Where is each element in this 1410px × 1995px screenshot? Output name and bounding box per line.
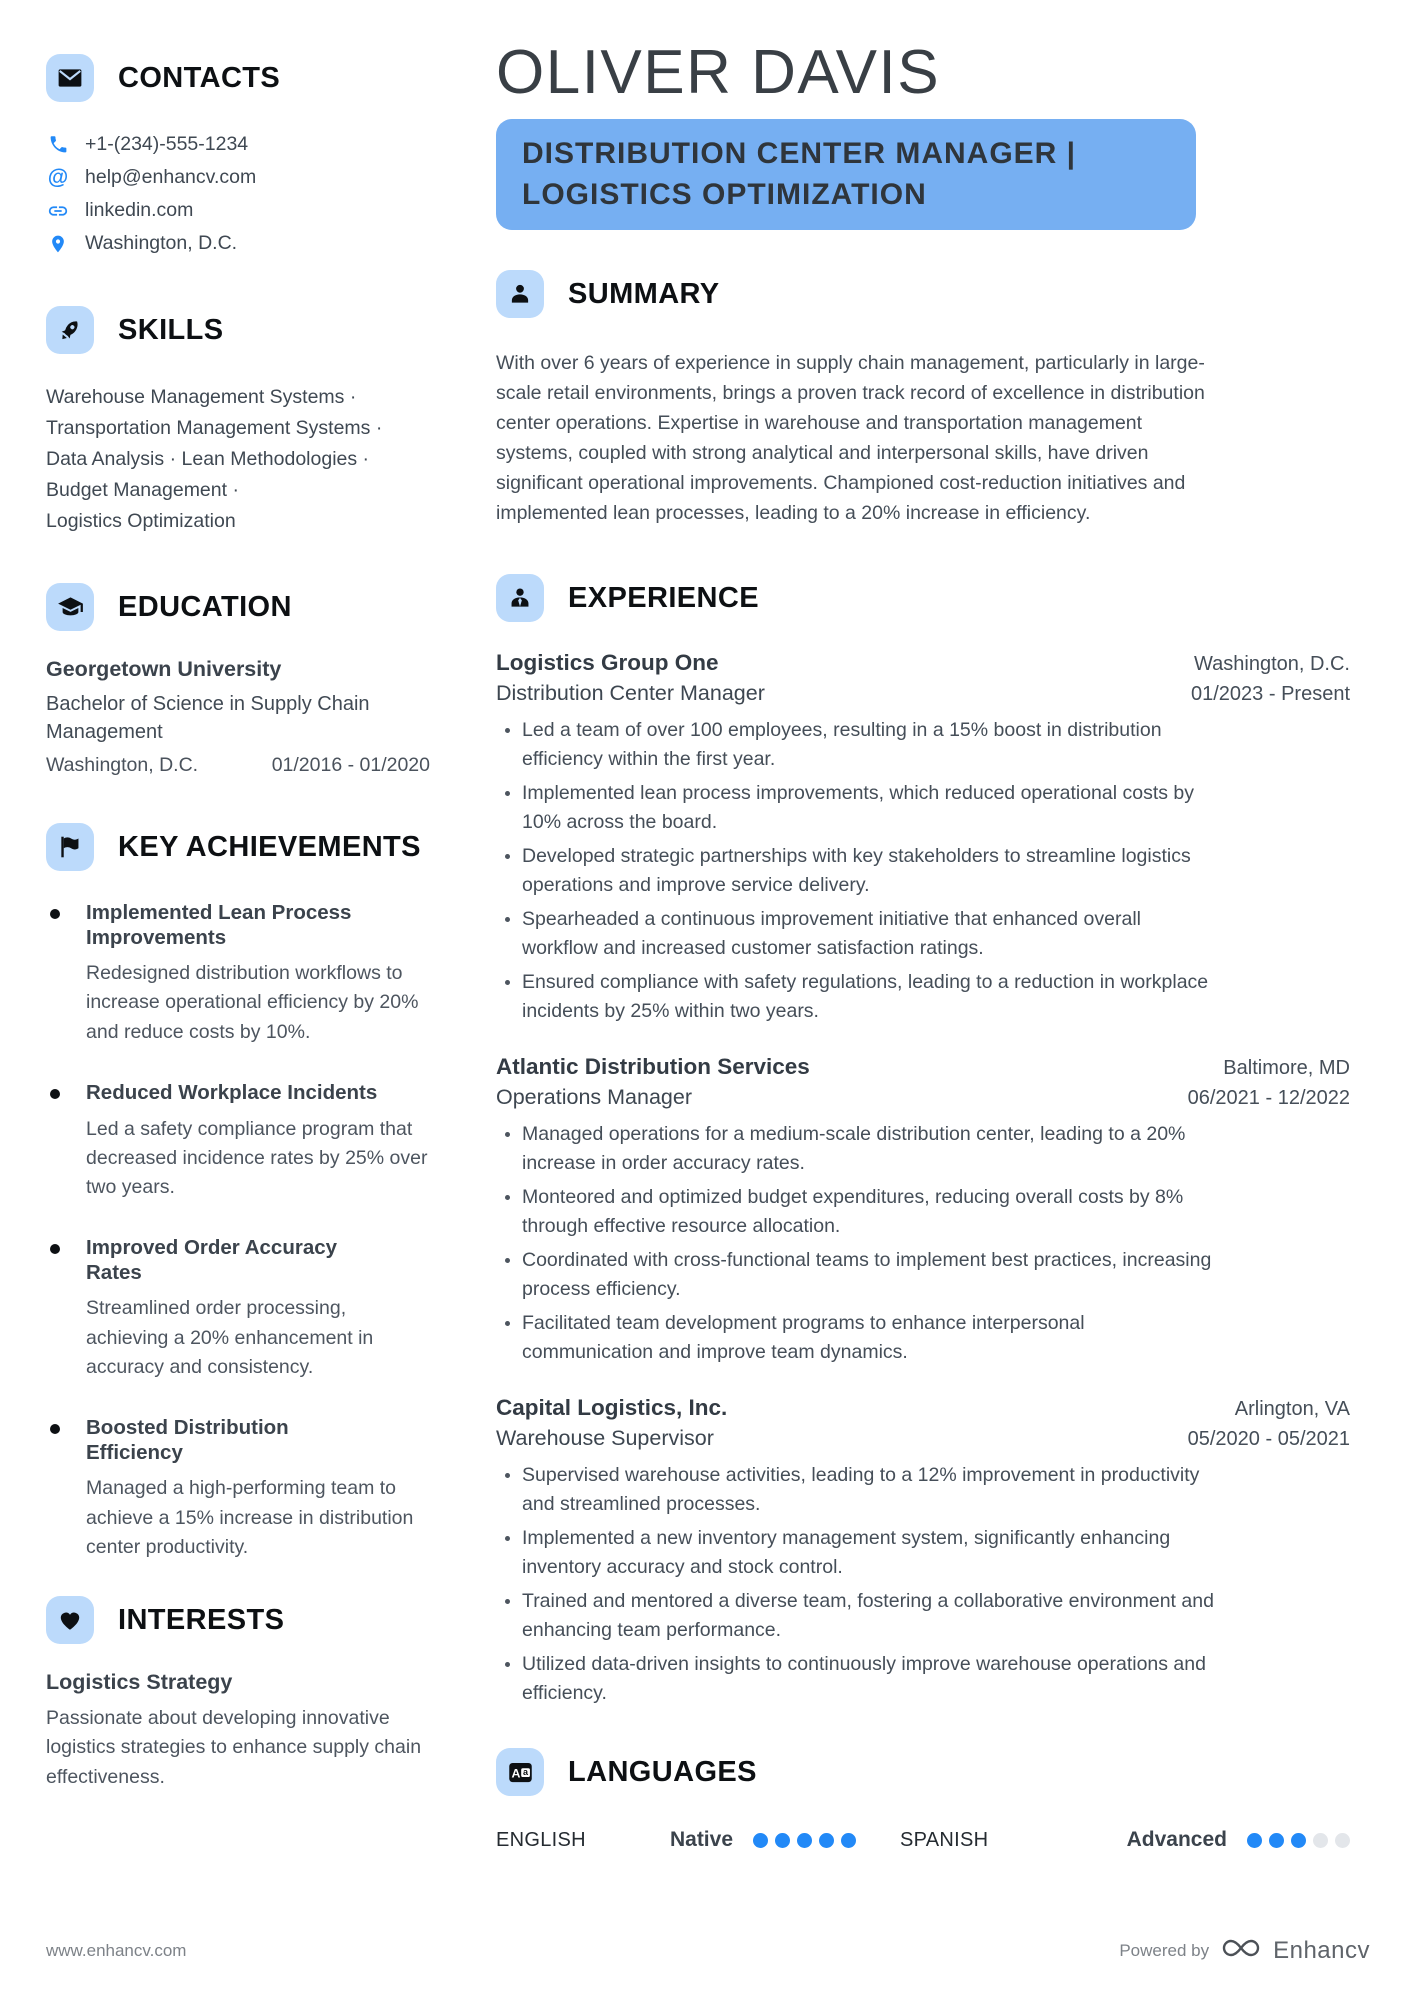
achievement-item bbox=[46, 1081, 430, 1202]
person-tie-icon bbox=[496, 574, 544, 622]
skill-item: Budget Management · bbox=[46, 475, 239, 506]
rocket-icon bbox=[46, 306, 94, 354]
summary-text: With over 6 years of experience in supply chain management, particularly in large-scale retail environments, brings a proven track record of excellence in distribution center operations. Expertise in warehouse and transportation management systems, coupled with strong analytical and interpersonal skills, have driven significant operational improvements. Championed cost-reduction initiatives and implemented lean processes, leading to a 20% increase in efficiency. bbox=[496, 352, 1205, 525]
job-bullet: Developed strategic partnerships with key stakeholders to streamline logistics operations and improve service delivery. bbox=[496, 842, 1216, 900]
achievements-list bbox=[46, 901, 430, 1562]
achievement-item bbox=[46, 901, 430, 1047]
achievements-heading: KEY ACHIEVEMENTS bbox=[118, 830, 421, 863]
job-bullet: Supervised warehouse activities, leading to a 12% improvement in productivity and streamlined processes. bbox=[496, 1461, 1216, 1519]
job-bullet: Coordinated with cross-functional teams to implement best practices, increasing process efficiency. bbox=[496, 1246, 1216, 1304]
link-icon bbox=[46, 200, 70, 222]
at-icon: @ bbox=[47, 166, 69, 189]
achievement-description: Redesigned distribution workflows to increase operational efficiency by 20% and reduce costs by 10%. bbox=[86, 962, 419, 1043]
experience-section bbox=[496, 574, 1350, 1708]
location-icon bbox=[46, 234, 70, 254]
interests-heading: INTERESTS bbox=[118, 1603, 285, 1636]
svg-text:a: a bbox=[522, 1766, 528, 1777]
contact-linkedin-value: linkedin.com bbox=[85, 199, 194, 221]
job-bullet: Utilized data-driven insights to continuously improve warehouse operations and efficiency. bbox=[496, 1650, 1216, 1708]
job-company: Atlantic Distribution Services bbox=[496, 1054, 810, 1080]
job-bullet: Implemented a new inventory management system, significantly enhancing inventory accuracy and stock control. bbox=[496, 1524, 1216, 1582]
phone-icon bbox=[46, 134, 70, 155]
contact-email-value: help@enhancv.com bbox=[85, 166, 257, 188]
job-dates: 01/2023 - Present bbox=[1191, 683, 1350, 706]
achievement-description: Led a safety compliance program that decreased incidence rates by 25% over two years. bbox=[86, 1117, 428, 1199]
experience-heading: EXPERIENCE bbox=[568, 581, 759, 614]
languages-heading: LANGUAGES bbox=[568, 1755, 757, 1788]
flag-icon bbox=[46, 823, 94, 871]
skill-item: Data Analysis · bbox=[46, 444, 176, 475]
interests-section bbox=[46, 1596, 430, 1792]
summary-section bbox=[496, 270, 1350, 528]
languages-section bbox=[496, 1748, 1350, 1852]
job-location: Arlington, VA bbox=[1234, 1398, 1350, 1421]
job-bullet: Managed operations for a medium-scale distribution center, leading to a 20% increase in order accuracy rates. bbox=[496, 1120, 1216, 1178]
job-bullet: Led a team of over 100 employees, resulting in a 15% boost in distribution efficiency within the first year. bbox=[496, 716, 1216, 774]
job-bullets bbox=[496, 1120, 1216, 1367]
job-bullets bbox=[496, 716, 1216, 1026]
contact-linkedin[interactable] bbox=[46, 194, 430, 227]
person-icon bbox=[496, 270, 544, 318]
job-entry bbox=[496, 1054, 1350, 1367]
language-level: Native bbox=[669, 1828, 733, 1852]
enhancv-logo-icon bbox=[1221, 1936, 1261, 1965]
education-section bbox=[46, 583, 430, 777]
skills-section bbox=[46, 306, 430, 537]
education-degree: Bachelor of Science in Supply Chain Management bbox=[46, 693, 370, 743]
contacts-section bbox=[46, 54, 430, 260]
translate-icon bbox=[496, 1748, 544, 1796]
achievement-title: Reduced Workplace Incidents bbox=[86, 1080, 378, 1104]
job-location: Washington, D.C. bbox=[1194, 653, 1350, 676]
job-role: Operations Manager bbox=[496, 1085, 692, 1110]
job-role: Warehouse Supervisor bbox=[496, 1426, 714, 1451]
achievement-item bbox=[46, 1416, 430, 1562]
contact-phone-value: +1-(234)-555-1234 bbox=[85, 133, 249, 155]
job-entry bbox=[496, 1395, 1350, 1708]
powered-by-label: Powered by bbox=[1119, 1940, 1210, 1960]
skill-item: Warehouse Management Systems · bbox=[46, 382, 356, 413]
job-bullets bbox=[496, 1461, 1216, 1708]
language-level: Advanced bbox=[1126, 1828, 1227, 1852]
skill-item: Lean Methodologies · bbox=[182, 444, 370, 475]
achievement-title: Improved Order Accuracy Rates bbox=[86, 1236, 338, 1284]
contact-location-value: Washington, D.C. bbox=[85, 232, 238, 254]
interest-description: Passionate about developing innovative logistics strategies to enhance supply chain effectiveness. bbox=[46, 1707, 422, 1788]
interest-title: Logistics Strategy bbox=[46, 1670, 233, 1695]
left-column bbox=[46, 40, 430, 1852]
powered-by-block[interactable] bbox=[1119, 1936, 1370, 1965]
job-bullet: Ensured compliance with safety regulations, leading to a reduction in workplace incidents by 25% within two years. bbox=[496, 968, 1216, 1026]
footer-url[interactable]: www.enhancv.com bbox=[46, 1940, 187, 1960]
language-proficiency-dots bbox=[1247, 1833, 1350, 1848]
achievement-title: Boosted Distribution Efficiency bbox=[86, 1416, 289, 1464]
summary-heading: SUMMARY bbox=[568, 277, 720, 310]
job-role: Distribution Center Manager bbox=[496, 681, 765, 706]
envelope-icon bbox=[46, 54, 94, 102]
language-item bbox=[496, 1828, 856, 1852]
job-dates: 06/2021 - 12/2022 bbox=[1187, 1087, 1350, 1110]
job-entry bbox=[496, 650, 1350, 1026]
job-company: Logistics Group One bbox=[496, 650, 719, 676]
graduation-cap-icon bbox=[46, 583, 94, 631]
job-location: Baltimore, MD bbox=[1223, 1057, 1350, 1080]
job-bullet: Implemented lean process improvements, which reduced operational costs by 10% across the board. bbox=[496, 779, 1216, 837]
page-footer bbox=[46, 1936, 1370, 1965]
job-company: Capital Logistics, Inc. bbox=[496, 1395, 728, 1421]
achievement-title: Implemented Lean Process Improvements bbox=[86, 901, 352, 949]
contact-list bbox=[46, 128, 430, 260]
skill-item: Transportation Management Systems · bbox=[46, 413, 382, 444]
svg-text:A: A bbox=[511, 1766, 520, 1781]
right-column bbox=[496, 40, 1350, 1852]
achievement-description: Streamlined order processing, achieving a 20% enhancement in accuracy and consistency. bbox=[86, 1297, 374, 1378]
candidate-name: OLIVER DAVIS bbox=[496, 38, 941, 107]
job-title-badge: DISTRIBUTION CENTER MANAGER | LOGISTICS OPTIMIZATION bbox=[496, 119, 1196, 230]
job-dates: 05/2020 - 05/2021 bbox=[1187, 1428, 1350, 1451]
brand-name: Enhancv bbox=[1273, 1936, 1370, 1964]
achievement-description: Managed a high-performing team to achieve a 15% increase in distribution center productivity. bbox=[86, 1477, 414, 1558]
education-location: Washington, D.C. bbox=[46, 754, 199, 776]
job-bullet: Facilitated team development programs to enhance interpersonal communication and improve team dynamics. bbox=[496, 1309, 1216, 1367]
skills-list bbox=[46, 382, 430, 537]
contact-location bbox=[46, 227, 430, 260]
skill-item: Logistics Optimization bbox=[46, 510, 236, 532]
language-proficiency-dots bbox=[753, 1833, 856, 1848]
language-name: ENGLISH bbox=[496, 1828, 586, 1851]
education-dates: 01/2016 - 01/2020 bbox=[271, 754, 430, 776]
contacts-heading: CONTACTS bbox=[118, 61, 281, 94]
language-name: SPANISH bbox=[900, 1828, 989, 1851]
languages-list bbox=[496, 1828, 1350, 1852]
job-bullet: Trained and mentored a diverse team, fostering a collaborative environment and enhancing team performance. bbox=[496, 1587, 1216, 1645]
achievement-item bbox=[46, 1236, 430, 1382]
contact-email[interactable] bbox=[46, 161, 430, 194]
skills-heading: SKILLS bbox=[118, 313, 224, 346]
education-heading: EDUCATION bbox=[118, 590, 292, 623]
heart-icon bbox=[46, 1596, 94, 1644]
education-school: Georgetown University bbox=[46, 657, 282, 681]
job-bullet: Spearheaded a continuous improvement initiative that enhanced overall workflow and increased customer satisfaction ratings. bbox=[496, 905, 1216, 963]
language-item bbox=[900, 1828, 1350, 1852]
contact-phone[interactable] bbox=[46, 128, 430, 161]
achievements-section bbox=[46, 823, 430, 1562]
job-bullet: Monteored and optimized budget expenditures, reducing overall costs by 8% through effective resource allocation. bbox=[496, 1183, 1216, 1241]
